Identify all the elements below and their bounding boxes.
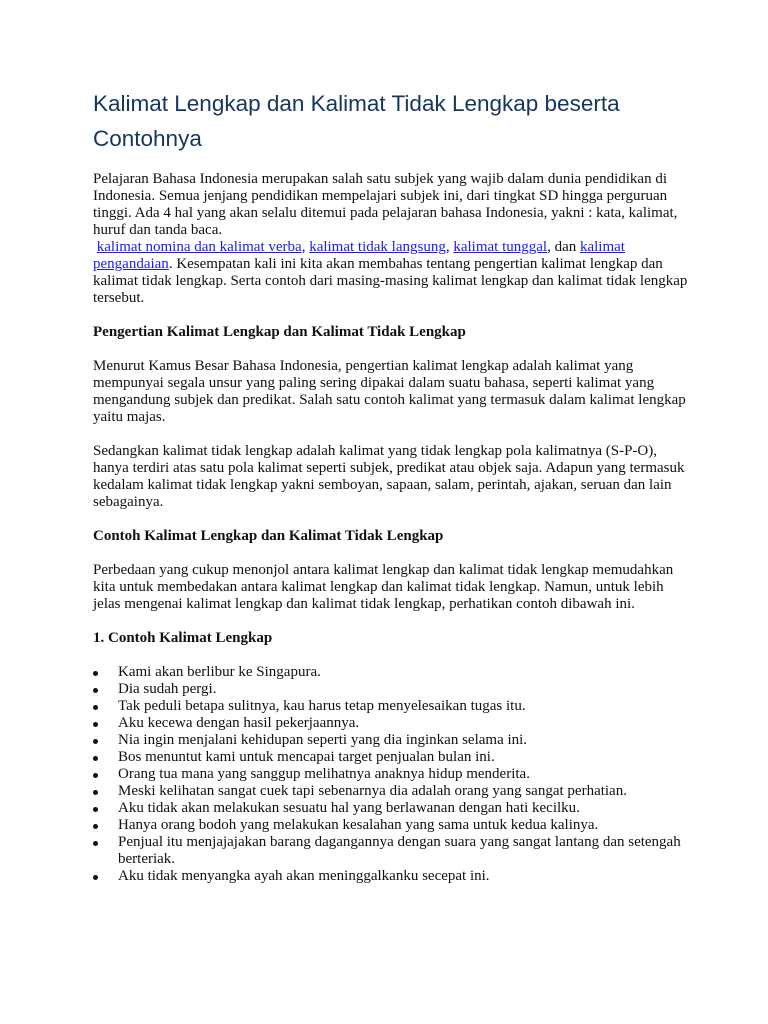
list-item	[93, 732, 691, 749]
bullet-icon	[93, 790, 98, 795]
article-body	[93, 171, 691, 885]
list-item-text: Penjual itu menjajajakan barang dagangannya dengan suara yang sangat lantang dan setengah berteriak.	[118, 834, 681, 867]
intro-text-continued: . Kesempatan kali ini kita akan membahas tentang pengertian kalimat lengkap dan kalimat tidak lengkap. Serta contoh dari masing-masing kalimat lengkap dan kalimat tidak lengkap tersebut.	[93, 256, 688, 306]
bullet-icon	[93, 807, 98, 812]
link-separator: , dan	[547, 239, 580, 255]
list-item	[93, 664, 691, 681]
link-kalimat-pengandaian[interactable]: kalimat pengandaian	[93, 239, 625, 272]
list-item	[93, 834, 691, 868]
section-heading-contoh-kalimat-lengkap: 1. Contoh Kalimat Lengkap	[93, 630, 273, 646]
list-item-text: Bos menuntut kami untuk mencapai target penjualan bulan ini.	[118, 749, 495, 765]
intro-paragraph	[93, 171, 691, 307]
list-item	[93, 766, 691, 783]
link-kalimat-tidak-langsung[interactable]: kalimat tidak langsung	[309, 239, 446, 255]
bullet-icon	[93, 739, 98, 744]
example-list	[93, 664, 691, 885]
link-separator: ,	[301, 239, 310, 255]
bullet-icon	[93, 875, 98, 880]
list-item-text: Hanya orang bodoh yang melakukan kesalahan yang sama untuk kedua kalinya.	[118, 817, 599, 833]
list-item	[93, 681, 691, 698]
list-item-text: Tak peduli betapa sulitnya, kau harus tetap menyelesaikan tugas itu.	[118, 698, 526, 714]
list-item-text: Orang tua mana yang sanggup melihatnya anaknya hidup menderita.	[118, 766, 530, 782]
list-item	[93, 715, 691, 732]
bullet-icon	[93, 756, 98, 761]
bullet-icon	[93, 705, 98, 710]
list-item	[93, 868, 691, 885]
intro-text: Pelajaran Bahasa Indonesia merupakan salah satu subjek yang wajib dalam dunia pendidikan di Indonesia. Semua jenjang pendidikan mempelajari subjek ini, dari tingkat SD hingga perguruan tinggi. Ada 4 hal yang akan selalu ditemui pada pelajaran bahasa Indonesia, yakni : kata, kalimat, huruf dan tanda baca.	[93, 171, 678, 238]
bullet-icon	[93, 671, 98, 676]
list-item-text: Aku tidak akan melakukan sesuatu hal yang berlawanan dengan hati kecilku.	[118, 800, 580, 816]
list-item	[93, 783, 691, 800]
list-item-text: Nia ingin menjalani kehidupan seperti yang dia inginkan selama ini.	[118, 732, 528, 748]
list-item-text: Kami akan berlibur ke Singapura.	[118, 664, 321, 680]
link-kalimat-nomina-verba[interactable]: kalimat nomina dan kalimat verba	[96, 239, 302, 255]
bullet-icon	[93, 722, 98, 727]
paragraph: Perbedaan yang cukup menonjol antara kalimat lengkap dan kalimat tidak lengkap memudahkan kita untuk membedakan antara kalimat lengkap dan kalimat tidak lengkap. Namun, untuk lebih jelas mengenai kalimat lengkap dan kalimat tidak lengkap, perhatikan contoh dibawah ini.	[93, 562, 674, 612]
list-item-text: Aku tidak menyangka ayah akan meninggalkanku secepat ini.	[118, 868, 490, 884]
page-title: Kalimat Lengkap dan Kalimat Tidak Lengkap beserta Contohnya	[93, 91, 620, 151]
list-item	[93, 800, 691, 817]
list-item	[93, 698, 691, 715]
list-item-text: Aku kecewa dengan hasil pekerjaannya.	[118, 715, 360, 731]
link-separator: ,	[445, 239, 454, 255]
bullet-icon	[93, 773, 98, 778]
list-item	[93, 749, 691, 766]
bullet-icon	[93, 841, 98, 846]
link-kalimat-tunggal[interactable]: kalimat tunggal	[453, 239, 548, 255]
section-heading-contoh: Contoh Kalimat Lengkap dan Kalimat Tidak Lengkap	[93, 528, 444, 544]
bullet-icon	[93, 824, 98, 829]
list-item-text: Meski kelihatan sangat cuek tapi sebenarnya dia adalah orang yang sangat perhatian.	[118, 783, 627, 799]
bullet-icon	[93, 688, 98, 693]
section-heading-pengertian: Pengertian Kalimat Lengkap dan Kalimat Tidak Lengkap	[93, 324, 466, 340]
paragraph: Sedangkan kalimat tidak lengkap adalah kalimat yang tidak lengkap pola kalimatnya (S-P-O), hanya terdiri atas satu pola kalimat seperti subjek, predikat atau objek saja. Adapun yang termasuk kedalam kalimat tidak lengkap yakni semboyan, sapaan, salam, perintah, ajakan, seruan dan lain sebagainya.	[93, 443, 685, 510]
list-item	[93, 817, 691, 834]
list-item-text: Dia sudah pergi.	[118, 681, 217, 697]
paragraph: Menurut Kamus Besar Bahasa Indonesia, pengertian kalimat lengkap adalah kalimat yang mempunyai segala unsur yang paling sering dipakai dalam suatu bahasa, seperti kalimat yang mengandung subjek dan predikat. Salah satu contoh kalimat yang termasuk dalam kalimat lengkap yaitu majas.	[93, 358, 686, 425]
